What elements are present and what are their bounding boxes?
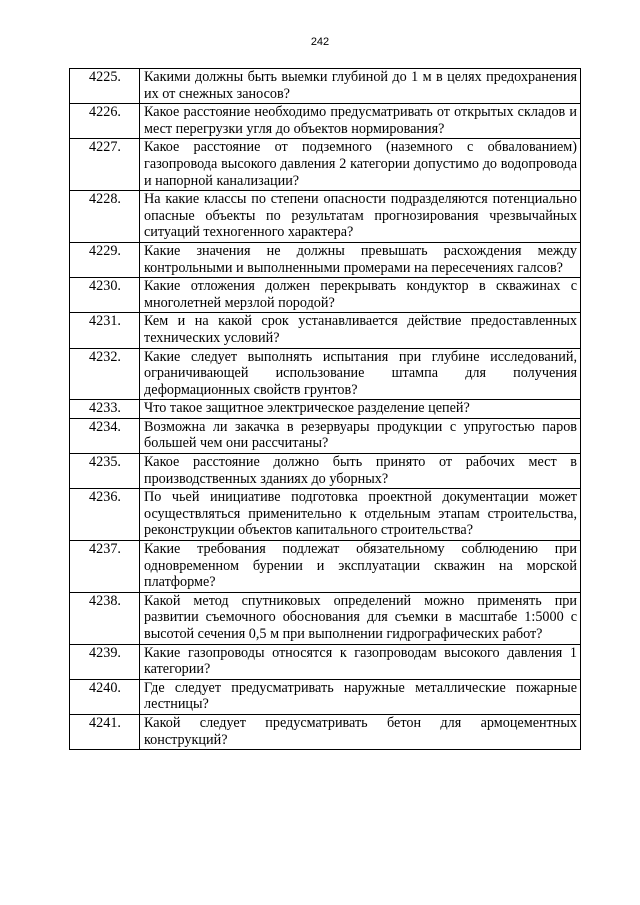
table-row <box>70 400 581 419</box>
question-number: 4231. <box>70 313 140 348</box>
question-text: Какими должны быть выемки глубиной до 1 м в целях предохранения их от снежных заносов? <box>140 69 581 104</box>
question-text: Какие требования подлежат обязательному соблюдению при одновременном бурении и эксплуатации скважин на морской платформе? <box>140 541 581 593</box>
question-text: Что такое защитное электрическое разделение цепей? <box>140 400 581 419</box>
question-text: Кем и на какой срок устанавливается действие предоставленных технических условий? <box>140 313 581 348</box>
table-row <box>70 489 581 541</box>
page-number: 242 <box>310 36 330 48</box>
question-number: 4240. <box>70 679 140 714</box>
table-row <box>70 418 581 453</box>
table-row <box>70 69 581 104</box>
questions-table-body <box>70 69 581 750</box>
question-number: 4235. <box>70 454 140 489</box>
table-row <box>70 541 581 593</box>
question-text: Какое расстояние от подземного (наземного с обвалованием) газопровода высокого давления 2 категории допустимо до водопровода и напорной канализации? <box>140 139 581 191</box>
table-row <box>70 348 581 400</box>
question-number: 4233. <box>70 400 140 419</box>
question-text: Какой метод спутниковых определений можно применять при развитии съемочного обоснования для съемки в масштабе 1:5000 с высотой сечения 0,5 м при выполнении гидрографических работ? <box>140 592 581 644</box>
table-row <box>70 191 581 243</box>
table-row <box>70 242 581 277</box>
question-text: Какие отложения должен перекрывать кондуктор в скважинах с многолетней мерзлой породой? <box>140 278 581 313</box>
question-text: Какие значения не должны превышать расхождения между контрольными и выполненными промерами на пересечениях галсов? <box>140 242 581 277</box>
question-number: 4226. <box>70 104 140 139</box>
question-number: 4237. <box>70 541 140 593</box>
table-row <box>70 454 581 489</box>
question-number: 4241. <box>70 714 140 749</box>
question-number: 4239. <box>70 644 140 679</box>
table-row <box>70 592 581 644</box>
question-text: Какие газопроводы относятся к газопроводам высокого давления 1 категории? <box>140 644 581 679</box>
question-text: По чьей инициативе подготовка проектной документации может осуществляться применительно к отдельным этапам строительства, реконструкции объектов капитального строительства? <box>140 489 581 541</box>
question-number: 4225. <box>70 69 140 104</box>
questions-table <box>69 68 581 750</box>
table-row <box>70 679 581 714</box>
question-text: На какие классы по степени опасности подразделяются потенциально опасные объекты по результатам прогнозирования чрезвычайных ситуаций техногенного характера? <box>140 191 581 243</box>
question-number: 4228. <box>70 191 140 243</box>
table-row <box>70 313 581 348</box>
question-number: 4227. <box>70 139 140 191</box>
table-row <box>70 104 581 139</box>
table-row <box>70 139 581 191</box>
question-number: 4229. <box>70 242 140 277</box>
table-row <box>70 278 581 313</box>
question-number: 4230. <box>70 278 140 313</box>
question-number: 4232. <box>70 348 140 400</box>
question-text: Где следует предусматривать наружные металлические пожарные лестницы? <box>140 679 581 714</box>
table-row <box>70 714 581 749</box>
question-text: Какие следует выполнять испытания при глубине исследований, ограничивающей использование штампа для получения деформационных свойств грунтов? <box>140 348 581 400</box>
question-number: 4236. <box>70 489 140 541</box>
table-row <box>70 644 581 679</box>
question-text: Какое расстояние необходимо предусматривать от открытых складов и мест перегрузки угля до объектов нормирования? <box>140 104 581 139</box>
question-text: Возможна ли закачка в резервуары продукции с упругостью паров большей чем они рассчитаны? <box>140 418 581 453</box>
question-number: 4234. <box>70 418 140 453</box>
question-number: 4238. <box>70 592 140 644</box>
question-text: Какое расстояние должно быть принято от рабочих мест в производственных зданиях до уборных? <box>140 454 581 489</box>
question-text: Какой следует предусматривать бетон для армоцементных конструкций? <box>140 714 581 749</box>
